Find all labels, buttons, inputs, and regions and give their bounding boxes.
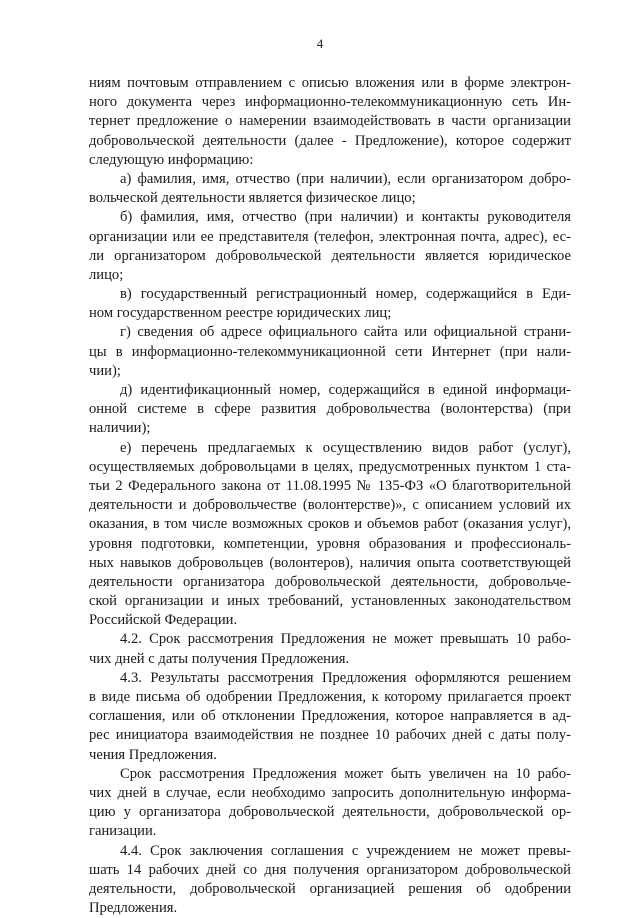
text-line: чих дней в случае, если необходимо запросить дополнительную информа- — [89, 784, 571, 801]
text-line: Предложения. — [89, 900, 178, 917]
text-line: цы в информационно-телекоммуникационной сети Интернет (при нали- — [89, 343, 571, 360]
text-line: в виде письма об одобрении Предложения, к которому прилагается проект — [89, 689, 571, 705]
text-line: б) фамилия, имя, отчество (при наличии) и контакты руководителя — [120, 209, 571, 226]
text-line: лицо; — [89, 266, 124, 283]
text-line: тьи 2 Федерального закона от 11.08.1995 № 135-ФЗ «О благотворительной — [89, 477, 571, 494]
text-line: организации или ее представителя (телефон, электронная почта, адрес), ес- — [89, 228, 571, 245]
text-line: е) перечень предлагаемых к осуществлению видов работ (услуг), — [120, 439, 571, 456]
text-line: добровольческой деятельности (далее - Предложение), которое содержит — [89, 132, 571, 149]
text-line: наличии); — [89, 420, 151, 437]
text-line: 4.2. Срок рассмотрения Предложения не может превышать 10 рабо- — [120, 631, 571, 648]
text-line: ном государственном реестре юридических лиц; — [89, 305, 392, 322]
document-body — [89, 74, 571, 918]
text-line: Срок рассмотрения Предложения может быть увеличен на 10 рабо- — [120, 765, 571, 782]
text-line: в) государственный регистрационный номер, содержащийся в Еди- — [120, 286, 571, 303]
text-line: ли организатором добровольческой деятельности является юридическое — [89, 247, 571, 264]
text-line: деятельности и добровольчестве (волонтерстве)», с описанием условий их — [89, 497, 571, 514]
text-line: шать 14 рабочих дней со дня получения организатором добровольческой — [89, 861, 571, 878]
text-line: чих дней с даты получения Предложения. — [89, 650, 350, 667]
text-line: чии); — [89, 362, 121, 379]
text-line: ской организации и иных требований, установленных законодательством — [89, 593, 571, 610]
text-line: г) сведения об адресе официального сайта или официальной страни- — [120, 324, 571, 341]
text-line: 4.3. Результаты рассмотрения Предложения оформляются решением — [120, 669, 571, 686]
text-line: Российской Федерации. — [89, 612, 238, 629]
text-line: тернет предложение о намерении взаимодействовать в части организации — [89, 113, 571, 130]
text-line: д) идентификационный номер, содержащийся в единой информаци- — [120, 382, 571, 398]
text-line: ного документа через информационно-телекоммуникационную сеть Ин- — [89, 94, 571, 111]
text-line: оказания, в том числе возможных сроков и объемов работ (оказания услуг), — [89, 516, 571, 533]
text-line: 4.4. Срок заключения соглашения с учреждением не может превы- — [120, 842, 571, 859]
text-line: деятельности организатора добровольческой деятельности, добровольче- — [89, 573, 571, 590]
text-line: цию у организатора добровольческой деятельности, добровольческой ор- — [89, 804, 571, 821]
text-line: соглашения, или об отклонении Предложения, которое направляется в ад- — [89, 708, 571, 725]
text-line: ганизации. — [89, 823, 157, 840]
text-line: чения Предложения. — [89, 746, 217, 763]
text-line: следующую информацию: — [89, 151, 254, 168]
text-line: ниям почтовым отправлением с описью вложения или в форме электрон- — [89, 75, 571, 91]
text-line: а) фамилия, имя, отчество (при наличии), если организатором добро- — [120, 170, 571, 187]
text-line: онной системе в сфере развития добровольчества (волонтерства) (при — [89, 401, 571, 418]
page-number: 4 — [316, 36, 324, 51]
text-line: уровня подготовки, компетенции, уровня образования и профессиональ- — [89, 535, 571, 552]
text-line: вольческой деятельности является физическое лицо; — [89, 190, 416, 207]
text-line: ных навыков добровольцев (волонтеров), наличия опыта соответствующей — [89, 554, 571, 571]
text-line: рес инициатора взаимодействия не позднее 10 рабочих дней с даты полу- — [89, 727, 571, 744]
text-line: осуществляемых добровольцами в целях, предусмотренных пунктом 1 ста- — [89, 458, 571, 475]
text-line: деятельности, добровольческой организацией решения об одобрении — [89, 880, 571, 897]
